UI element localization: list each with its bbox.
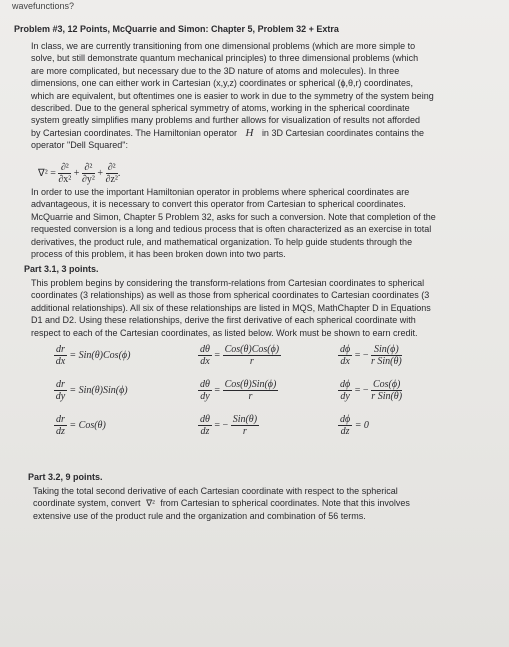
intro-paragraph — [31, 40, 471, 152]
part31-paragraph: This problem begins by considering the transform-relations from Cartesian coordinates to spherical coordinates (3 relationships) as well as those from spherical coordinates to Cartesian coordinates (3 additional relationships). All six of these relationships are listed in MQS, MathChapter D in Equations D1 and D2. Using these relationships, derive the first derivative of each spherical coordinate with respect to each of the Cartesian coordinates, as listed below. Work must be shown to earn credit. — [31, 278, 431, 338]
part32-paragraph: Taking the total second derivative of each Cartesian coordinate with respect to the spherical coordinate system, convert ∇² from Cartesian to spherical coordinates. Note that this involves extensive use of the product rule and the organization and combination of 56 terms. — [33, 486, 410, 521]
intro-line: In class, we are currently transitioning from one dimensional problems (which are more simple to — [31, 41, 416, 51]
derivative-dtheta-dz: $\frac{d\theta}{dz}$ = − $\frac{\text{Sin(θ)}}{r}$ — [200, 414, 258, 437]
derivative-dr-dx: $\frac{dr}{dx}$ = Sin(θ)Cos(ϕ) — [55, 344, 131, 367]
part32-header: Part 3.2, 9 points. — [28, 472, 103, 482]
intro-line-hamiltonian: by Cartesian coordinates. The Hamiltonian operator H in 3D Cartesian coordinates contains the — [31, 126, 425, 139]
top-fragment: wavefunctions? — [12, 1, 75, 11]
intro-line: which are equivalent, but oftentimes one is easier to work in due to the symmetry of the system being — [31, 90, 434, 101]
derivative-dtheta-dy: $\frac{d\theta}{dy}$ = $\frac{\text{Cos(θ)Sin(ϕ)}}{r}$ — [200, 379, 277, 402]
laplacian-lhs: ∇² = — [38, 167, 56, 179]
intro-line: dimensions, one can either work in Cartesian (x,y,z) coordinates or spherical (ϕ,θ,r) coordinates, — [31, 78, 414, 89]
hamiltonian-symbol: H — [245, 126, 254, 139]
derivative-dtheta-dx: $\frac{d\theta}{dx}$ = $\frac{\text{Cos(θ)Cos(ϕ)}}{r}$ — [200, 344, 280, 367]
derivative-dr-dz: $\frac{dr}{dz}$ = Cos(θ) — [56, 414, 106, 437]
derivative-dr-dy: $\frac{dr}{dy}$ = Sin(θ)Sin(ϕ) — [55, 379, 128, 402]
intro-line: are more complicated, but necessary due to the 3D nature of atoms and molecules). In three — [31, 65, 400, 76]
second-paragraph: In order to use the important Hamiltonian operator in problems where spherical coordinates are advantageous, it is necessary to convert this operator from Cartesian to spherical coordinates. McQuarrie and Simon, Chapter 5 Problem 32, asks for such a conversion. Note that completion of the requested conversion is a long and tedious process that is often characterized as an exercise in total derivatives, the product rule, and mathematical organization. To help guide students through the process of this problem, it has been broken down into two parts. — [31, 187, 436, 260]
intro-line: operator "Dell Squared": — [31, 140, 128, 151]
derivative-dphi-dx: $\frac{d\phi}{dx}$ = − $\frac{\text{Sin(ϕ)}}{\text{r Sin(θ)}}$ — [340, 344, 402, 367]
derivative-dphi-dy: $\frac{d\phi}{dy}$ = − $\frac{\text{Cos(ϕ)}}{\text{r Sin(θ)}}$ — [340, 379, 403, 402]
intro-line: solve, but still demonstrate quantum mechanical principles) to three dimensional problems (which — [31, 53, 419, 64]
laplacian-equation: ∇² = $\frac{\text{∂²}}{\text{∂x²}}$ + $\frac{\text{∂²}}{\text{∂y²}}$ + $\frac{\text{∂²}}{\text{∂z²}}$ . — [38, 162, 121, 185]
problem-header: Problem #3, 12 Points, McQuarrie and Simon: Chapter 5, Problem 32 + Extra — [14, 24, 339, 34]
derivative-dphi-dz: $\frac{d\phi}{dz}$ = 0 — [340, 414, 369, 437]
nabla-squared: ∇² — [146, 498, 155, 509]
part31-header: Part 3.1, 3 points. — [24, 264, 99, 274]
intro-line: system greatly simplifies many problems and further allows for visualization of results not afforded — [31, 115, 421, 126]
intro-line: described. Due to the general spherical symmetry of atoms, working in the spherical coordinate — [31, 103, 410, 114]
